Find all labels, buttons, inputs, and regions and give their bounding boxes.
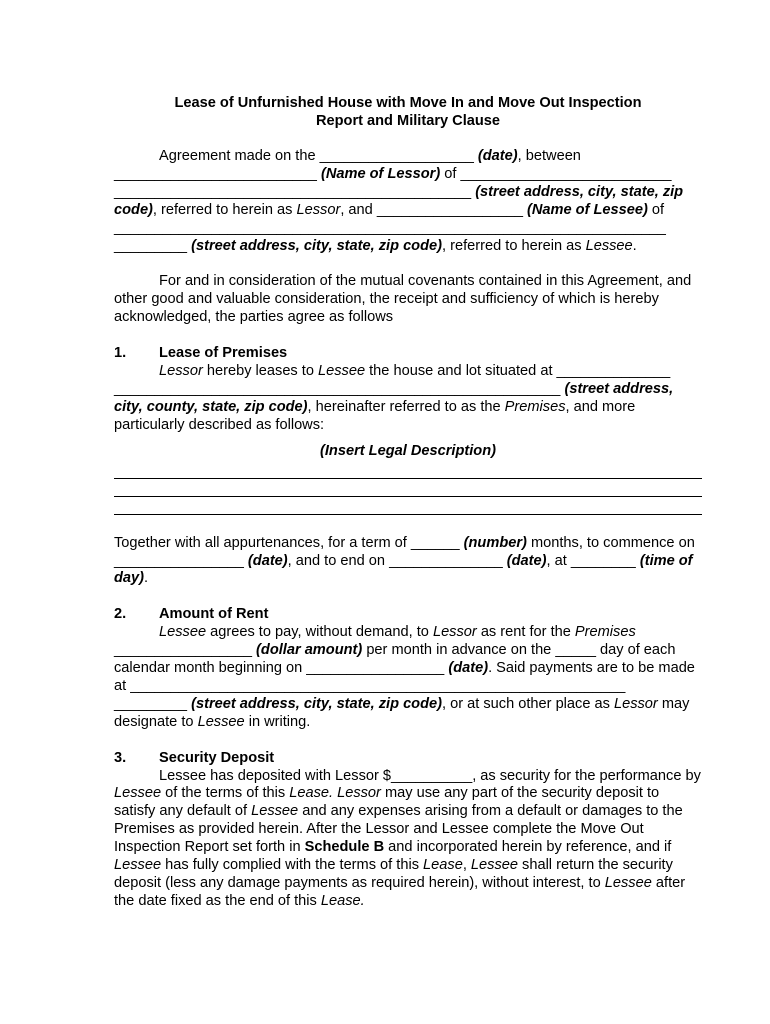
section-title: Security Deposit	[159, 749, 275, 766]
lessor-term: Lessor	[613, 695, 658, 712]
number-placeholder: (number)	[463, 534, 527, 551]
consideration-paragraph: For and in consideration of the mutual covenants contained in this Agreement, and other good and valuable consideration, the receipt and sufficiency of which is hereby acknowledged, the parties agree as follows	[114, 273, 692, 326]
dollar-amount-placeholder: (dollar amount)	[256, 642, 363, 659]
sec1-text: , and more particularly described as follows:	[114, 398, 636, 433]
lessee-term: Lessee	[470, 857, 518, 874]
term-text: months, to commence on ________________	[114, 534, 695, 569]
lessor-term: Lessor	[159, 363, 203, 380]
lessee-term: Lessee	[604, 875, 652, 891]
lessee-address-placeholder: (street address, city, state, zip code)	[191, 237, 442, 254]
document-title	[114, 94, 702, 130]
section-2-heading	[114, 606, 702, 624]
sec3-text: and incorporated herein by reference, and if	[384, 839, 672, 856]
intro-paragraph	[114, 148, 702, 255]
sec1-text: hereby leases to	[202, 363, 319, 380]
term-paragraph	[114, 535, 702, 589]
sec2-text: . Said payments are to be made at _____________________________________________________________ _________	[114, 660, 695, 712]
lessor-term: Lessor	[432, 624, 477, 641]
lessor-term: Lessor	[296, 201, 341, 218]
premises-address-placeholder: (street address, city, county, state, zip code)	[114, 380, 674, 415]
payment-address-placeholder: (street address, city, state, zip code)	[191, 695, 442, 712]
title-line-1: Lease of Unfurnished House with Move In and Move Out Inspection	[174, 95, 642, 111]
section-2-paragraph	[114, 624, 702, 731]
legal-description-line	[114, 461, 702, 479]
legal-description-line	[114, 479, 702, 497]
section-title: Lease of Premises	[159, 345, 288, 362]
sec2-text: in writing.	[244, 713, 311, 730]
sec3-text: may use any part of the security deposit to satisfy any default of	[114, 785, 660, 820]
sec3-text: shall return the security deposit (less any damage payments as required herein), without interest, to	[114, 857, 673, 891]
sec3-text: has fully complied with the terms of this	[161, 857, 424, 874]
intro-text: of __________________________ ____________________________________________	[114, 165, 672, 200]
term-text: Together with all appurtenances, for a term of ______	[114, 534, 464, 551]
date-placeholder: (date)	[477, 148, 518, 164]
lease-term: Lease. Lessor	[289, 785, 381, 802]
sec2-text: _________________	[114, 642, 257, 659]
date-placeholder: (date)	[448, 660, 489, 677]
section-number: 2.	[114, 606, 127, 623]
legal-description-placeholder: (Insert Legal Description)	[320, 442, 496, 459]
sec3-text: Lessee has deposited with Lessor $__________, as security for the performance by	[159, 767, 701, 784]
sec2-text: per month in advance on the _____ day of each calendar month beginning on _________________	[114, 642, 676, 677]
lessee-term: Lessee	[585, 237, 633, 254]
document-page	[114, 94, 702, 911]
sec2-text: may designate to	[114, 695, 690, 730]
sec3-text: and any expenses arising from a default or damages to the Premises as provided herein. After the Lessor and Lessee complete the Move Out Inspection Report set forth in	[114, 803, 683, 856]
lease-term: Lease.	[320, 892, 365, 909]
schedule-b-reference: Schedule B	[304, 839, 385, 856]
date-placeholder: (date)	[506, 552, 547, 569]
lessee-term: Lessee	[114, 785, 162, 802]
section-title: Amount of Rent	[159, 606, 269, 623]
sec1-text: the house and lot situated at ______________ _______________________________________________________	[114, 363, 671, 397]
premises-term: Premises	[574, 624, 636, 641]
lease-term: Lease	[423, 857, 463, 874]
intro-text: Agreement made on the ___________________	[159, 148, 478, 164]
intro-text: , and __________________	[340, 201, 527, 218]
section-1-paragraph	[114, 363, 702, 435]
lessor-name-placeholder: (Name of Lessor)	[320, 165, 441, 182]
section-3-paragraph	[114, 768, 702, 911]
term-text: .	[144, 570, 149, 587]
lessee-term: Lessee	[251, 803, 299, 820]
sec3-text: of the terms of this	[161, 785, 290, 802]
term-text: , at ________	[546, 552, 640, 569]
sec2-text: as rent for the	[476, 624, 575, 641]
intro-text: of ____________________________________________________________________ _________	[114, 201, 666, 254]
section-1-heading	[114, 345, 702, 363]
intro-text: , between _________________________	[114, 148, 581, 182]
date-placeholder: (date)	[247, 552, 288, 569]
intro-text: , referred to herein as	[442, 237, 586, 254]
lessee-term: Lessee	[159, 624, 207, 641]
sec2-text: agrees to pay, without demand, to	[206, 624, 433, 641]
lessee-name-placeholder: (Name of Lessee)	[527, 201, 648, 218]
sec2-text: , or at such other place as	[442, 695, 614, 712]
intro-text: , referred to herein as	[152, 201, 297, 218]
sec3-text: ,	[462, 857, 471, 874]
sec1-text: , hereinafter referred to as the	[307, 398, 505, 415]
lessee-term: Lessee	[318, 363, 366, 380]
intro-text: .	[632, 237, 637, 254]
time-of-day-placeholder: (time of day)	[114, 552, 693, 587]
term-text: , and to end on ______________	[287, 552, 507, 569]
premises-term: Premises	[504, 398, 566, 415]
title-line-2: Report and Military Clause	[315, 113, 501, 129]
lessor-address-placeholder: (street address, city, state, zip code)	[114, 183, 684, 218]
section-number: 1.	[114, 345, 127, 362]
section-3-heading	[114, 750, 702, 768]
sec3-text: after the date fixed as the end of this	[114, 875, 686, 909]
lessee-term: Lessee	[114, 857, 162, 874]
lessee-term: Lessee	[197, 713, 245, 730]
legal-description-line	[114, 497, 702, 515]
section-number: 3.	[114, 749, 127, 766]
